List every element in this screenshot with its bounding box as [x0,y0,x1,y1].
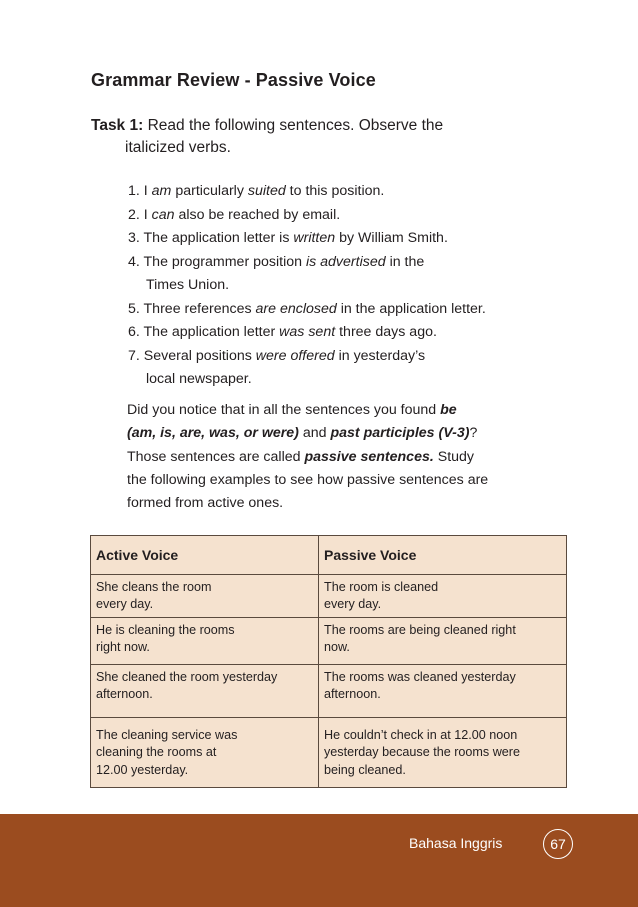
table-row [91,617,567,664]
cell-line: He is cleaning the rooms [96,622,235,637]
sentence-text: 5. Three references [128,300,256,317]
paragraph-text: ? [469,425,478,442]
italic-verb: were offered [255,347,335,364]
task-text-line1: Read the following sentences. Observe the [143,117,444,134]
explanation-paragraph [127,399,557,515]
cell-line: right now. [96,640,150,654]
voice-comparison-table [90,535,567,788]
italic-verb: are enclosed [255,300,337,317]
cell-line: She cleans the room [96,579,212,594]
task-instruction [91,115,521,159]
cell-line: The rooms are being cleaned right [324,622,516,637]
active-cell [91,664,319,717]
sentence-item [128,298,548,322]
cell-line: now. [324,640,350,654]
sentence-item [128,180,548,204]
passive-cell [319,717,567,787]
sentence-item [128,345,548,392]
cell-line: The room is cleaned [324,579,439,594]
emphasis-text: passive sentences. [304,448,434,465]
active-cell [91,617,319,664]
task-text-line2: italicized verbs. [125,139,231,156]
sentence-text: 2. I [128,206,152,223]
emphasis-text: past participles (V-3) [330,425,470,442]
sentence-text: 3. The application letter is [128,230,294,246]
sentence-text: in the application letter. [336,300,486,317]
cell-line: cleaning the rooms at [96,745,217,759]
table-header-row [91,536,567,575]
sentence-item [128,227,548,251]
sentence-item [128,321,548,345]
italic-verb: is advertised [305,253,386,270]
sentence-text: also be reached by email. [174,206,341,223]
header-active-voice: Active Voice [91,536,319,575]
emphasis-text: be [440,402,457,418]
table-row [91,717,567,787]
passive-cell [319,617,567,664]
cell-line: every day. [324,597,382,611]
section-title: Grammar Review - Passive Voice [91,70,376,90]
header-passive-voice: Passive Voice [319,536,567,575]
sentence-item [128,251,548,298]
italic-verb: am [151,183,172,199]
sentence-text: 4. The programmer position [128,253,306,270]
cell-line: 12.00 yesterday. [96,762,189,777]
passive-cell [319,574,567,617]
passive-cell [319,664,567,717]
cell-line: He couldn’t check in at 12.00 noon [324,727,518,742]
paragraph-text: the following examples to see how passive sentences are [127,471,489,488]
sentence-text: in the [385,253,425,270]
paragraph-text: formed from active ones. [127,495,284,512]
task-label: Task 1: [91,117,144,134]
paragraph-text: Study [433,448,475,465]
sentence-text: 1. I [128,183,152,199]
italic-verb: can [151,206,175,223]
example-sentences [128,180,548,392]
page-number: 67 [543,829,573,859]
cell-line: The rooms was cleaned yesterday [324,669,516,684]
cell-line: every day. [96,597,154,611]
table-row [91,664,567,717]
sentence-continuation: Times Union. [146,277,230,293]
sentence-text: in yesterday’s [334,347,426,364]
italic-verb: written [293,230,336,246]
cell-line: yesterday because the rooms were [324,745,521,759]
sentence-text: 7. Several positions [128,347,256,364]
paragraph-text: and [298,425,331,442]
sentence-text: by William Smith. [335,230,448,246]
paragraph-text: Those sentences are called [127,448,305,465]
cell-line: The cleaning service was [96,727,238,742]
sentence-text: three days ago. [335,324,437,340]
italic-verb: was sent [279,324,336,340]
cell-line: being cleaned. [324,762,406,777]
active-cell [91,574,319,617]
sentence-text: particularly [171,183,248,199]
sentence-continuation: local newspaper. [146,371,252,387]
sentence-text: 6. The application letter [128,324,280,340]
sentence-item [128,204,548,228]
italic-verb: suited [247,183,286,199]
table-row [91,574,567,617]
page-footer [0,814,638,907]
active-cell [91,717,319,787]
cell-line: She cleaned the room yesterday [96,669,278,684]
paragraph-text: Did you notice that in all the sentences you found [127,402,441,418]
sentence-text: to this position. [285,183,385,199]
emphasis-text: (am, is, are, was, or were) [127,425,299,442]
book-title: Bahasa Inggris [409,835,503,851]
cell-line: afternoon. [96,687,153,701]
cell-line: afternoon. [324,687,381,701]
